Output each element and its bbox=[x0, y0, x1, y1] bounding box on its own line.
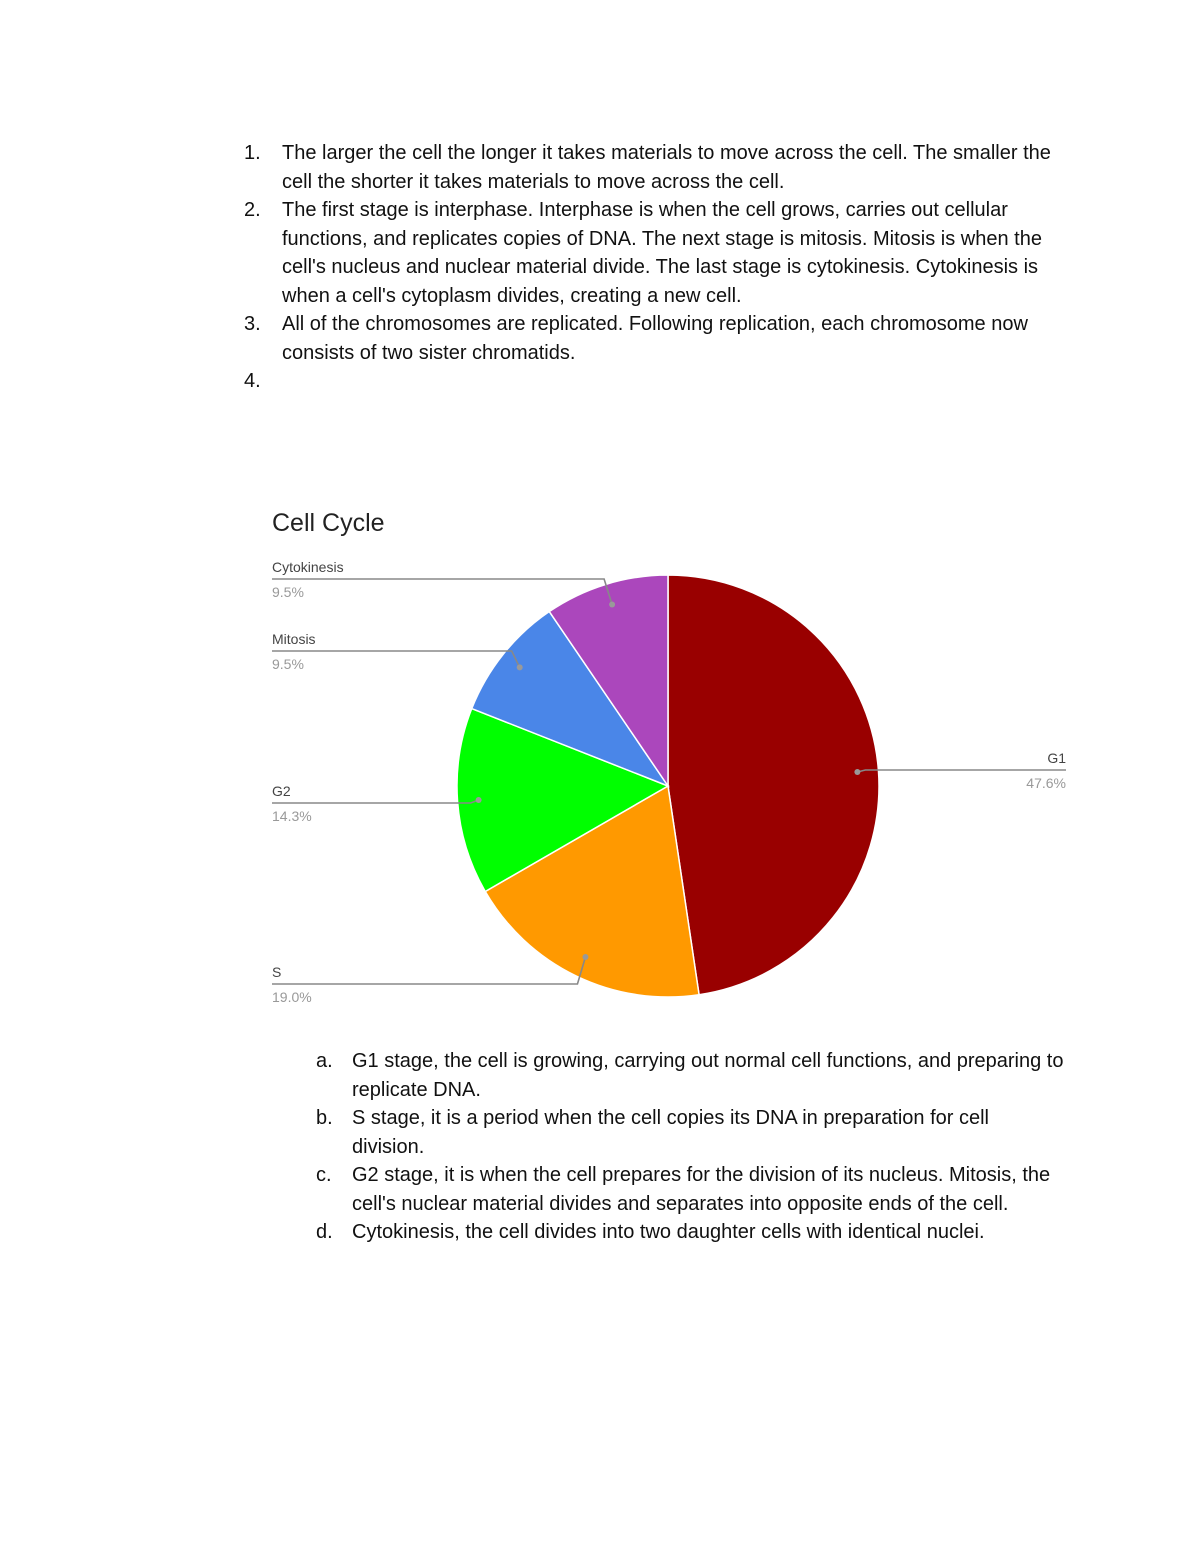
list-item-text: The larger the cell the longer it takes materials to move across the cell. The smaller the cell the shorter it takes materials to move across the cell. bbox=[282, 142, 1051, 193]
slice-label-mitosis: Mitosis bbox=[272, 631, 316, 647]
list-item-text: All of the chromosomes are replicated. Following replication, each chromosome now consists of two sister chromatids. bbox=[282, 313, 1028, 364]
leader-dot-cytokinesis bbox=[609, 602, 615, 608]
list-item bbox=[316, 1047, 1066, 1104]
list-item bbox=[244, 139, 1064, 196]
list-marker: a. bbox=[316, 1050, 333, 1072]
leader-dot-s bbox=[582, 954, 588, 960]
list-marker: b. bbox=[316, 1107, 333, 1129]
list-item bbox=[316, 1161, 1066, 1218]
list-item bbox=[316, 1104, 1066, 1161]
list-marker: 1. bbox=[244, 142, 261, 164]
list-item-text: G1 stage, the cell is growing, carrying out normal cell functions, and preparing to replicate DNA. bbox=[352, 1050, 1064, 1101]
list-item-text: S stage, it is a period when the cell copies its DNA in preparation for cell division. bbox=[352, 1107, 989, 1158]
list-item bbox=[316, 1218, 1066, 1247]
slice-label-g2: G2 bbox=[272, 783, 291, 799]
slice-label-cytokinesis: Cytokinesis bbox=[272, 559, 344, 575]
slice-value-cytokinesis: 9.5% bbox=[272, 584, 304, 600]
leader-line-g1 bbox=[857, 770, 1066, 772]
slice-value-g1: 47.6% bbox=[1026, 775, 1066, 791]
list-item-text: The first stage is interphase. Interphase is when the cell grows, carries out cellular functions, and replicates copies of DNA. The next stage is mitosis. Mitosis is when the cell's nucleus and nuclear material divide. The last stage is cytokinesis. Cytokinesis is when a cell's cytoplasm divides, creating a new cell. bbox=[282, 199, 1042, 307]
slice-label-g1: G1 bbox=[1047, 750, 1066, 766]
leader-line-mitosis bbox=[272, 651, 520, 667]
pie-chart bbox=[260, 500, 1090, 1030]
slice-value-g2: 14.3% bbox=[272, 808, 312, 824]
chart-title: Cell Cycle bbox=[272, 509, 385, 537]
list-marker: 2. bbox=[244, 199, 261, 221]
slice-value-s: 19.0% bbox=[272, 989, 312, 1005]
list-item bbox=[244, 310, 1064, 367]
leader-dot-g2 bbox=[476, 797, 482, 803]
leader-line-g2 bbox=[272, 800, 479, 803]
pie-slice-g1 bbox=[668, 575, 879, 995]
pie-slices bbox=[457, 575, 879, 997]
numbered-list bbox=[244, 139, 1064, 396]
list-marker: 4. bbox=[244, 370, 261, 392]
pie-chart-svg bbox=[260, 500, 1090, 1030]
lettered-list bbox=[316, 1047, 1066, 1247]
list-item-text: G2 stage, it is when the cell prepares for the division of its nucleus. Mitosis, the cell's nuclear material divides and separates into opposite ends of the cell. bbox=[352, 1164, 1051, 1215]
list-item bbox=[244, 196, 1064, 310]
slice-value-mitosis: 9.5% bbox=[272, 656, 304, 672]
list-item-text bbox=[282, 367, 1064, 396]
leader-line-cytokinesis bbox=[272, 579, 612, 605]
slice-label-s: S bbox=[272, 964, 282, 980]
list-marker: 3. bbox=[244, 313, 261, 335]
list-marker: d. bbox=[316, 1221, 333, 1243]
leader-line-s bbox=[272, 957, 585, 984]
leader-dot-g1 bbox=[854, 769, 860, 775]
leader-dot-mitosis bbox=[517, 664, 523, 670]
list-marker: c. bbox=[316, 1164, 332, 1186]
list-item bbox=[244, 367, 1064, 396]
list-item-text: Cytokinesis, the cell divides into two daughter cells with identical nuclei. bbox=[352, 1221, 985, 1243]
